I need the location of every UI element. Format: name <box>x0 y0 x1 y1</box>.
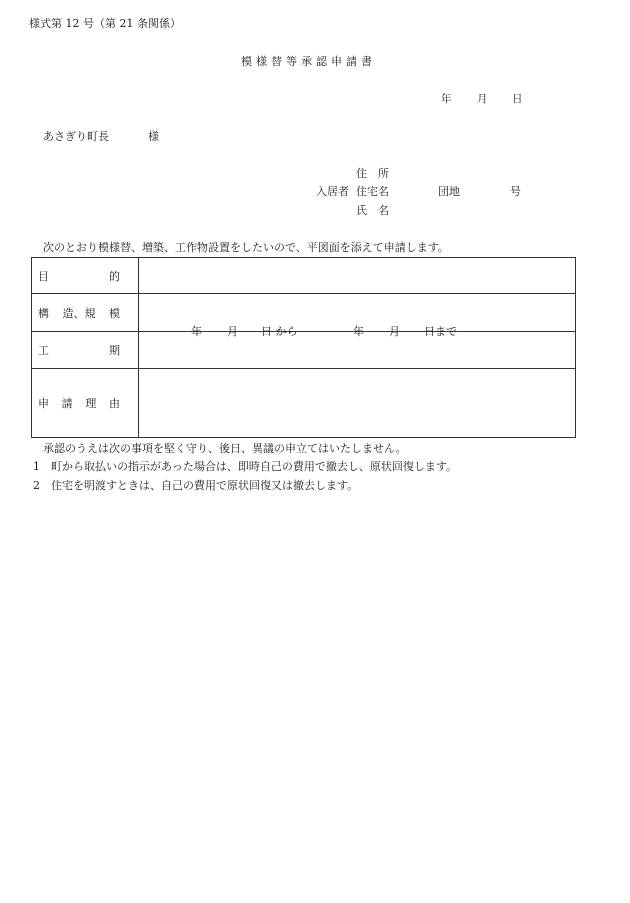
reason-value-cell[interactable] <box>139 369 576 438</box>
application-table <box>31 257 576 438</box>
period-label-cell <box>32 332 139 369</box>
structure-label-cell <box>32 294 139 332</box>
period-start-month: 月 <box>227 325 238 338</box>
period-label-char: 工 <box>38 344 49 357</box>
period-end-year: 年 <box>353 325 364 338</box>
condition-item: 2 住宅を明渡すときは、自己の費用で原状回復又は撤去します。 <box>33 479 359 492</box>
complex-label: 団地 <box>438 185 460 198</box>
date-year-label: 年 <box>441 93 452 105</box>
purpose-label-char: 的 <box>109 269 120 283</box>
period-end-day: 日まで <box>424 325 457 338</box>
intro-text: 次のとおり模様替、増築、工作物設置をしたいので、平図面を添えて申請します。 <box>43 241 449 254</box>
date-day-label: 日 <box>512 93 523 105</box>
pledge-text: 承認のうえは次の事項を堅く守り、後日、異議の申立てはいたしません。 <box>43 442 407 455</box>
period-start-day: 日 から <box>261 325 298 338</box>
period-end-month: 月 <box>389 325 400 338</box>
purpose-label-char: 目 <box>38 269 49 283</box>
reason-label-char: 申 <box>38 397 49 410</box>
reason-label-char: 由 <box>108 397 120 410</box>
purpose-label-cell <box>32 258 139 294</box>
document-title: 模様替等承認申請書 <box>241 55 376 68</box>
applicant-role-label: 入居者 <box>316 185 349 198</box>
table-row-purpose <box>32 258 576 294</box>
residence-label: 住宅名 <box>356 185 389 198</box>
addressee-name: あさぎり町長 <box>43 130 109 143</box>
form-number: 様式第 12 号（第 21 条関係） <box>29 17 181 30</box>
purpose-value-cell[interactable] <box>139 258 576 294</box>
number-label: 号 <box>510 185 521 198</box>
address-label: 住 所 <box>356 167 389 180</box>
reason-label-char: 理 <box>85 397 97 410</box>
period-value-cell[interactable] <box>139 325 576 369</box>
reason-label-cell <box>32 369 139 438</box>
table-row-reason <box>32 369 576 438</box>
condition-item: 1 町から取払いの指示があった場合は、即時自己の費用で撤去し、原状回復します。 <box>33 460 458 473</box>
date-month-label: 月 <box>477 93 488 105</box>
table-row-period <box>32 332 576 369</box>
period-label-char: 期 <box>109 344 120 357</box>
structure-label-char: 模 <box>109 306 120 320</box>
structure-label-char: 造、規 <box>62 306 96 320</box>
structure-label-char: 構 <box>38 306 49 320</box>
name-label: 氏 名 <box>356 204 389 217</box>
reason-label-char: 請 <box>61 397 73 410</box>
addressee-honorific: 様 <box>148 130 159 143</box>
table-row-structure <box>32 294 576 332</box>
period-start-year: 年 <box>191 325 202 338</box>
